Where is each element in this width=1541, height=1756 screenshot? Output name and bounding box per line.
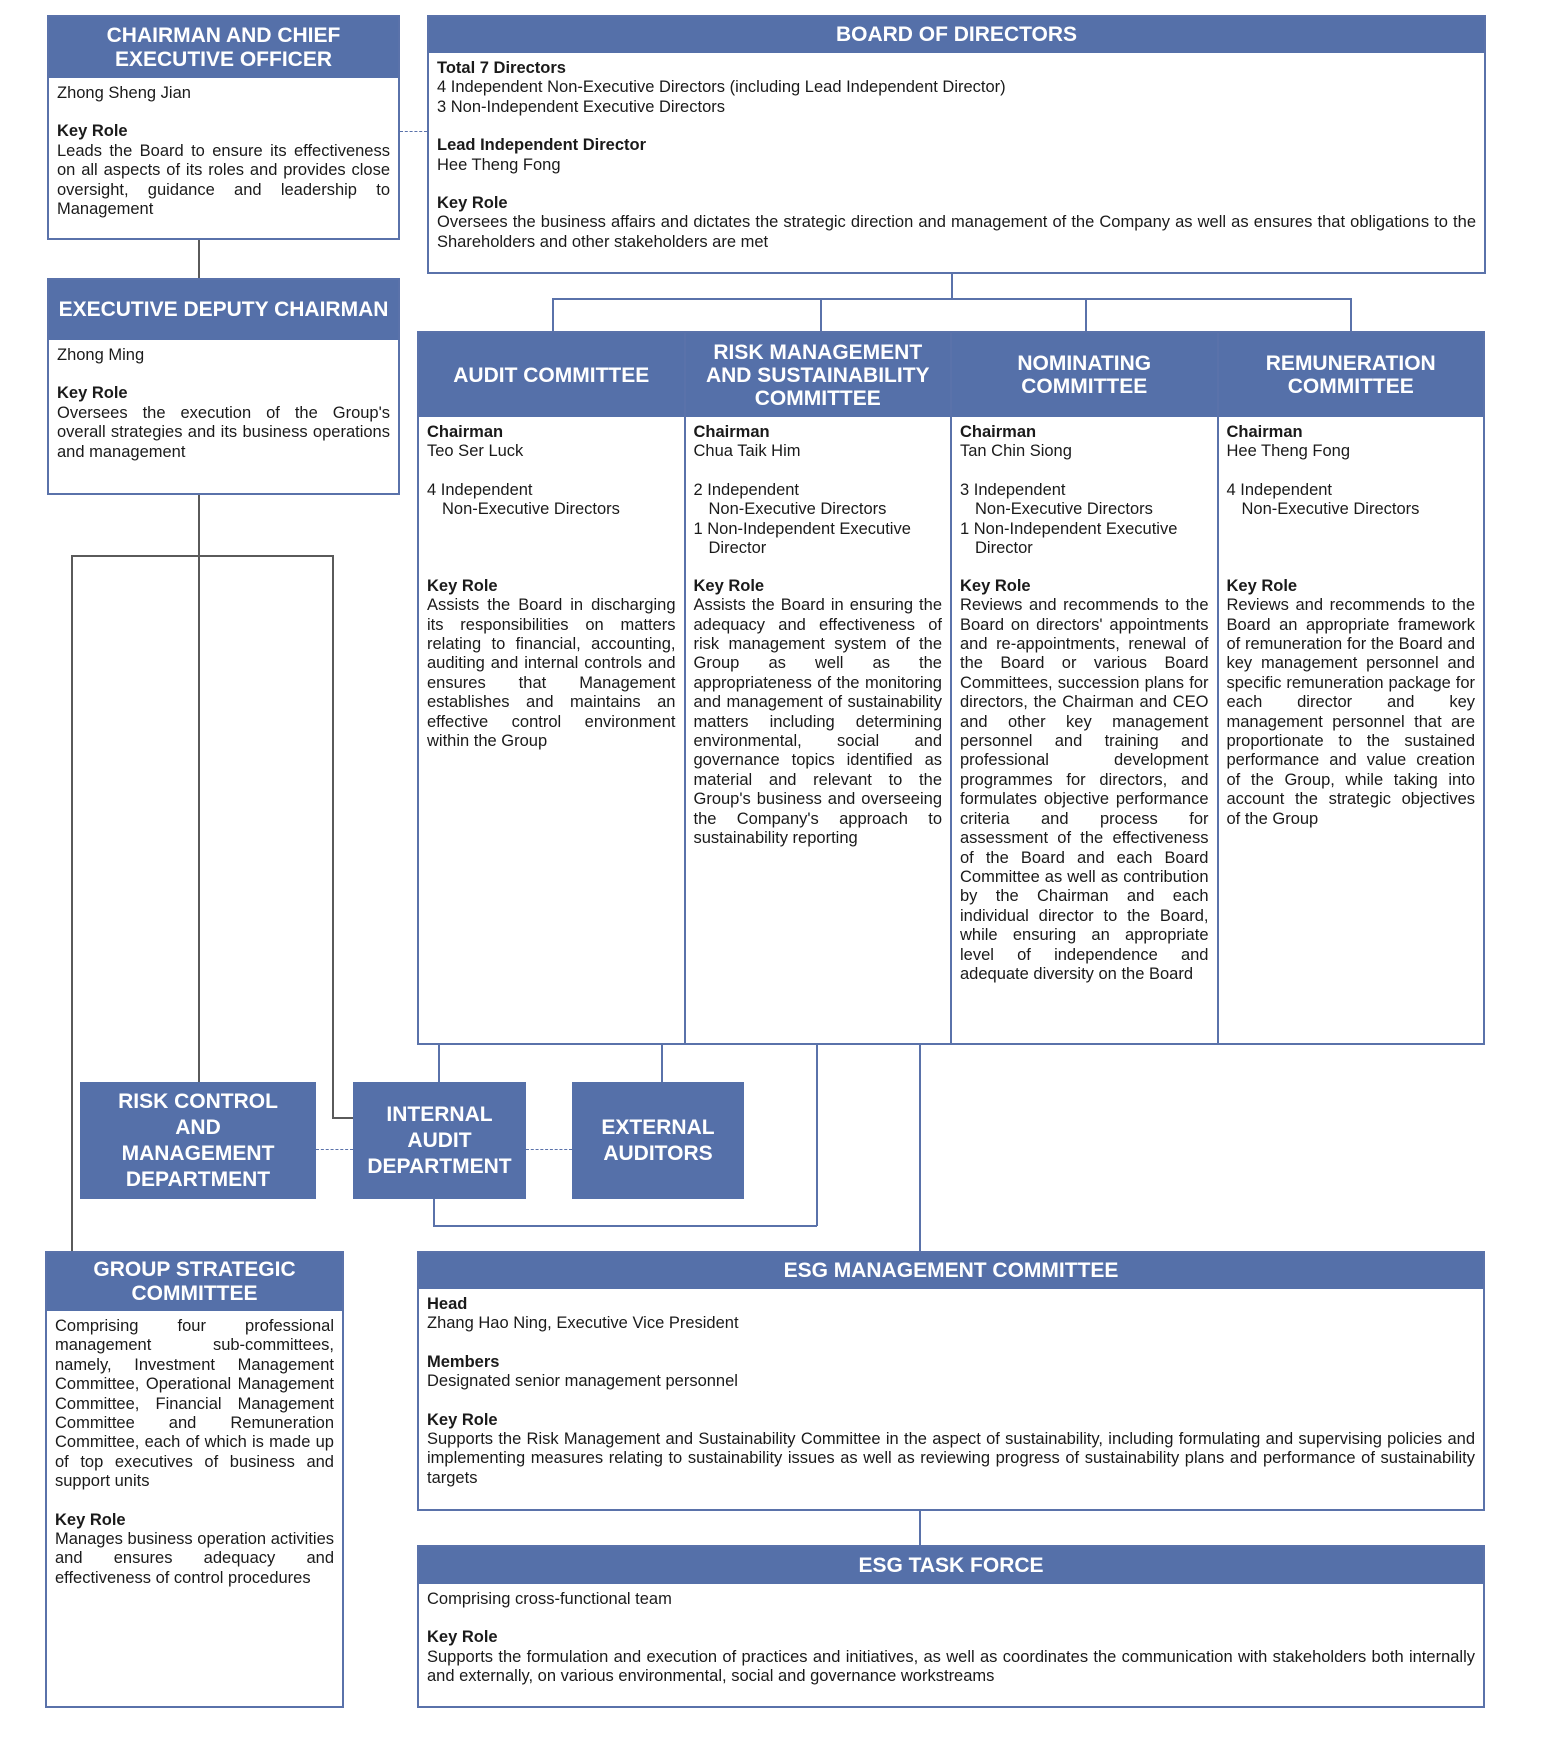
key-role-label: Key Role: [693, 576, 765, 595]
connector: [198, 495, 200, 1082]
key-role-label: Key Role: [427, 1628, 498, 1647]
composition-line: 1 Non-Independent Executive: [693, 519, 911, 538]
composition-line: Non-Executive Directors: [442, 500, 620, 519]
members-label: Members: [427, 1352, 500, 1371]
connector: [1350, 298, 1352, 331]
key-role-label: Key Role: [57, 384, 128, 403]
chairman-name: Teo Ser Luck: [427, 442, 524, 461]
ceo-role: Leads the Board to ensure its effectiveness on all aspects of its roles and provides close oversight, guidance and leadership to Management: [57, 141, 390, 219]
key-role-label: Key Role: [57, 122, 128, 141]
connector: [433, 1199, 435, 1225]
connector-dashed: [400, 131, 427, 132]
connector: [552, 298, 554, 331]
connector: [332, 1117, 353, 1119]
risk-control-department: RISK CONTROL AND MANAGEMENT DEPARTMENT: [80, 1082, 316, 1199]
connector: [1085, 298, 1087, 331]
connector: [71, 555, 73, 1251]
members: Designated senior management personnel: [427, 1372, 738, 1391]
key-role-label: Key Role: [437, 194, 508, 213]
board-line: 3 Non-Independent Executive Directors: [437, 97, 725, 116]
connector: [332, 555, 334, 1117]
board-title: BOARD OF DIRECTORS: [429, 17, 1484, 53]
gsc-title: GROUP STRATEGIC COMMITTEE: [47, 1253, 342, 1311]
gsc-desc: Comprising four professional management sub-committees, namely, Investment Management Committee, Operational Management Committee, Financial Management Committee and Remuneration Committee, each of which is made up of top executives of business and support units: [55, 1317, 334, 1491]
committee-role: Reviews and recommends to the Board an appropriate framework of remuneration for the Board and key management personnel and specific remuneration package for each director and key management personnel that are proportionate to the sustained performance and value creation of the Group, while taking into account the strategic objectives of the Group: [1226, 596, 1475, 828]
connector: [433, 1225, 817, 1227]
chairman-label: Chairman: [693, 423, 770, 441]
connector: [919, 1511, 921, 1545]
connector-dashed: [316, 1149, 353, 1150]
chairman-label: Chairman: [960, 423, 1037, 441]
chairman-label: Chairman: [427, 423, 504, 441]
committees-box: [417, 331, 1485, 1045]
connector: [71, 555, 333, 557]
esg-management-committee-box: [417, 1251, 1485, 1511]
committee-role: Assists the Board in ensuring the adequacy and effectiveness of risk management system of the Group as well as the appropriateness of the monitoring and management of sustainability matters including determining environmental, social and governance topics identified as material and relevant to the Group's business and overseeing the Company's approach to sustainability reporting: [693, 596, 942, 848]
connector: [198, 240, 200, 278]
board-total: Total 7 Directors: [437, 59, 566, 77]
board-box: [427, 15, 1486, 274]
key-role-label: Key Role: [427, 576, 498, 595]
composition-line: 3 Independent: [960, 480, 1066, 499]
connector: [820, 298, 822, 331]
head-name: Zhang Hao Ning, Executive Vice President: [427, 1314, 739, 1333]
composition-line: Director: [708, 539, 767, 558]
committee-role: Assists the Board in discharging its responsibilities on matters relating to financial, accounting, auditing and internal controls and ensures that Management establishes and maintains an effective control environment within the Group: [427, 596, 676, 751]
composition-line: 4 Independent: [1226, 480, 1333, 499]
chairman-label: Chairman: [1226, 423, 1303, 441]
composition-line: Non-Executive Directors: [708, 500, 887, 519]
ceo-name: Zhong Sheng Jian: [57, 84, 191, 102]
deputy-title: EXECUTIVE DEPUTY CHAIRMAN: [49, 280, 398, 340]
composition-line: Director: [975, 539, 1033, 558]
composition-line: Non-Executive Directors: [975, 500, 1153, 519]
committee-title: NOMINATING COMMITTEE: [952, 333, 1217, 417]
committee-title: RISK MANAGEMENT AND SUSTAINABILITY COMMITTEE: [686, 333, 951, 417]
group-strategic-committee-box: [45, 1251, 344, 1708]
committee-column: [952, 333, 1219, 1043]
chairman-name: Chua Taik Him: [693, 442, 801, 461]
gsc-role: Manages business operation activities and ensures adequacy and effectiveness of control procedures: [55, 1530, 334, 1587]
committee-column: [686, 333, 953, 1043]
lid-label: Lead Independent Director: [437, 136, 647, 155]
esg-tf-title: ESG TASK FORCE: [419, 1547, 1483, 1584]
key-role-label: Key Role: [55, 1510, 126, 1529]
board-line: 4 Independent Non-Executive Directors (including Lead Independent Director): [437, 78, 1006, 97]
committee-column: [419, 333, 686, 1043]
composition-line: 4 Independent: [427, 480, 533, 499]
esg-mgmt-role: Supports the Risk Management and Sustainability Committee in the aspect of sustainability, including formulating and supervising policies and implementing measures relating to sustainability issues as well as reviewing progress of sustainability plans and performance of sustainability targets: [427, 1430, 1475, 1487]
key-role-label: Key Role: [427, 1410, 498, 1429]
committee-role: Reviews and recommends to the Board on directors' appointments and re-appointments, renewal of the Board or various Board Committees, succession plans for directors, the Chairman and CEO and other key management personnel and training and professional development programmes for directors, and formulates objective performance criteria and process for assessment of the effectiveness of the Board and each Board Committee as well as contribution by the Chairman and each individual director to the Board, while ensuring an appropriate level of independence and adequate diversity on the Board: [960, 596, 1209, 983]
connector: [661, 1045, 663, 1082]
composition-line: Non-Executive Directors: [1241, 500, 1420, 519]
esg-mgmt-title: ESG MANAGEMENT COMMITTEE: [419, 1253, 1483, 1289]
esg-task-force-box: [417, 1545, 1485, 1708]
key-role-label: Key Role: [960, 576, 1031, 595]
esg-tf-role: Supports the formulation and execution of practices and initiatives, as well as coordinates the communication with stakeholders both internally and externally, on various environmental, social and governance workstreams: [427, 1647, 1475, 1686]
connector-dashed: [526, 1149, 572, 1150]
esg-tf-desc: Comprising cross-functional team: [427, 1590, 672, 1608]
chairman-name: Tan Chin Siong: [960, 442, 1072, 461]
connector: [816, 1045, 818, 1226]
deputy-role: Oversees the execution of the Group's overall strategies and its business operations and management: [57, 403, 390, 461]
connector: [438, 1045, 440, 1082]
connector: [919, 1045, 921, 1251]
committee-title: AUDIT COMMITTEE: [419, 333, 684, 417]
ceo-box: [47, 15, 400, 240]
composition-line: 2 Independent: [693, 480, 800, 499]
deputy-name: Zhong Ming: [57, 346, 145, 364]
committee-column: [1219, 333, 1484, 1043]
committee-title: REMUNERATION COMMITTEE: [1219, 333, 1484, 417]
chairman-name: Hee Theng Fong: [1226, 442, 1351, 461]
composition-line: 1 Non-Independent Executive: [960, 519, 1178, 538]
key-role-label: Key Role: [1226, 576, 1298, 595]
ceo-title: CHAIRMAN AND CHIEF EXECUTIVE OFFICER: [49, 17, 398, 78]
connector: [951, 274, 953, 298]
head-label: Head: [427, 1295, 468, 1313]
connector: [552, 298, 1351, 300]
internal-audit-department: INTERNAL AUDIT DEPARTMENT: [353, 1082, 526, 1199]
external-auditors: EXTERNAL AUDITORS: [572, 1082, 744, 1199]
board-role: Oversees the business affairs and dictates the strategic direction and management of the Company as well as ensures that obligations to the Shareholders and other stakeholders are met: [437, 213, 1476, 251]
deputy-box: [47, 278, 400, 495]
lid-name: Hee Theng Fong: [437, 155, 561, 174]
